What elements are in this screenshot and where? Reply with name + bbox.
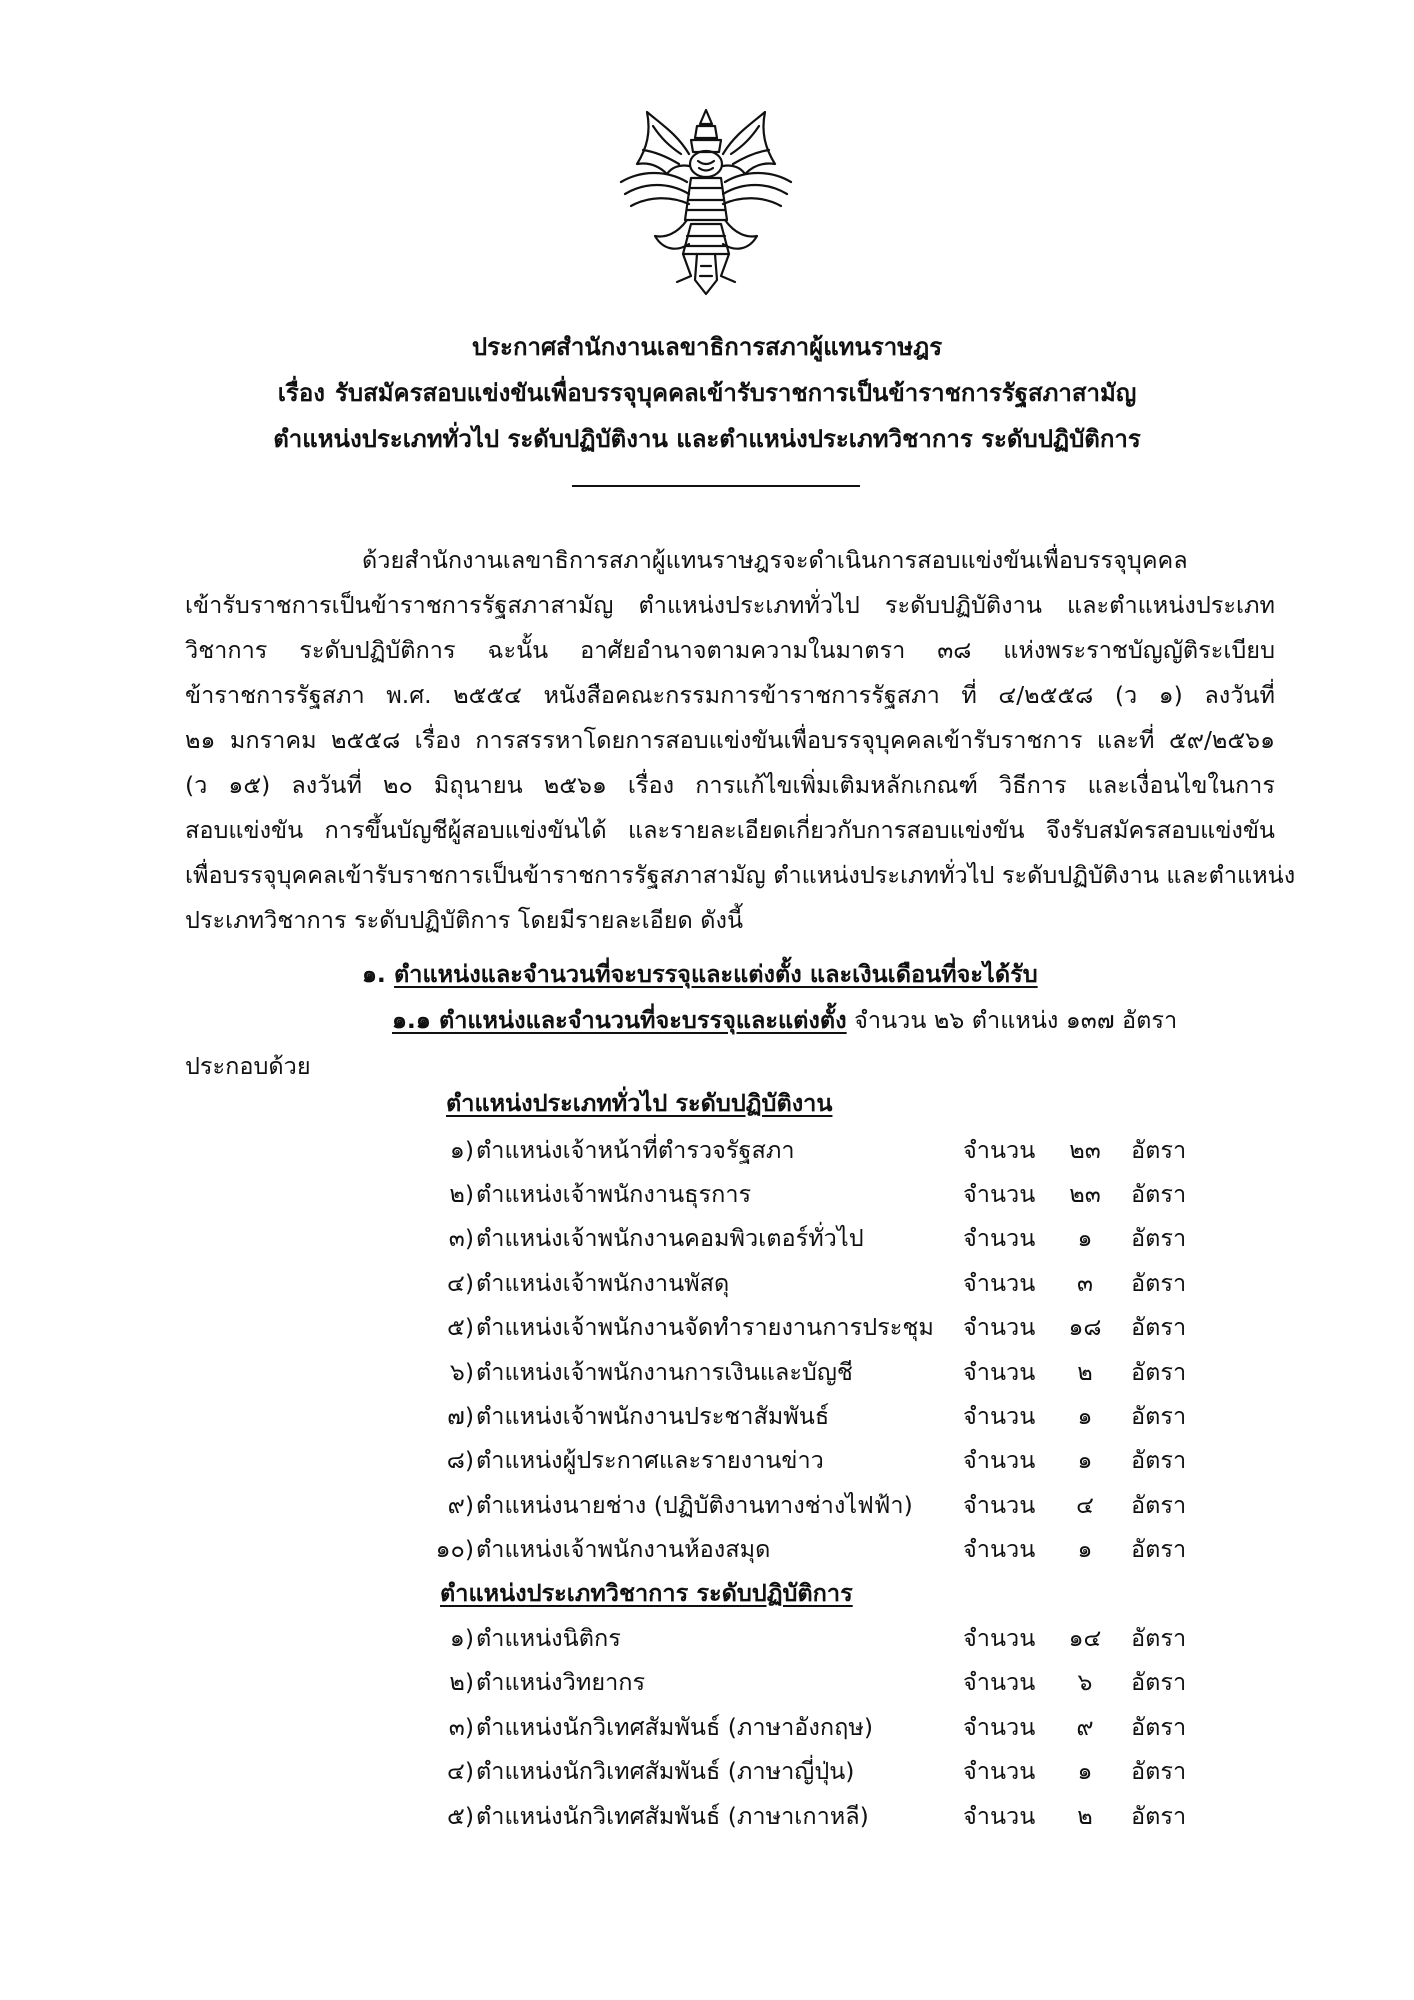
- announcement-subject: [0, 373, 1414, 413]
- position-count: ๑: [1077, 1224, 1093, 1252]
- count-unit: อัตรา: [1131, 1224, 1187, 1252]
- count-unit: อัตรา: [1131, 1713, 1187, 1741]
- header-divider: [572, 485, 860, 487]
- intro-line: เข้ารับราชการเป็นข้าราชการรัฐสภาสามัญ ตำแหน่งประเภททั่วไป ระดับปฏิบัติงาน และตำแหน่งประเภท: [185, 591, 1275, 619]
- announcement-title: ประกาศสำนักงานเลขาธิการสภาผู้แทนราษฎร: [471, 333, 943, 361]
- section-1-title: ตำแหน่งและจำนวนที่จะบรรจุและแต่งตั้ง และเงินเดือนที่จะได้รับ: [394, 960, 1038, 988]
- position-name: ตำแหน่งนักวิเทศสัมพันธ์ (ภาษาญี่ปุ่น): [476, 1757, 855, 1785]
- count-label: จำนวน: [963, 1402, 1036, 1430]
- position-count: ๑๘: [1068, 1313, 1102, 1341]
- position-name: ตำแหน่งนักวิเทศสัมพันธ์ (ภาษาอังกฤษ): [476, 1713, 874, 1741]
- row-number: ๕): [447, 1313, 474, 1341]
- row-number: ๔): [447, 1269, 474, 1297]
- subject-label: เรื่อง: [277, 379, 325, 407]
- position-name: ตำแหน่งนิติกร: [476, 1624, 621, 1652]
- section-1-heading: [362, 954, 1038, 994]
- count-label: จำนวน: [963, 1668, 1036, 1696]
- count-unit: อัตรา: [1131, 1136, 1187, 1164]
- section-1-number: ๑.: [362, 960, 386, 988]
- row-number: ๗): [447, 1402, 474, 1430]
- intro-line: วิชาการ ระดับปฏิบัติการ ฉะนั้น อาศัยอำนาจตามความในมาตรา ๓๘ แห่งพระราชบัญญัติระเบียบ: [185, 636, 1275, 664]
- position-count: ๒๓: [1069, 1136, 1101, 1164]
- position-count: ๑๔: [1068, 1624, 1102, 1652]
- position-name: ตำแหน่งเจ้าพนักงานการเงินและบัญชี: [476, 1358, 853, 1386]
- count-unit: อัตรา: [1131, 1446, 1187, 1474]
- position-row: [0, 1794, 1414, 1838]
- count-unit: อัตรา: [1131, 1491, 1187, 1519]
- position-row: [0, 1216, 1414, 1260]
- position-row: [0, 1705, 1414, 1749]
- position-count: ๒: [1077, 1358, 1093, 1386]
- intro-line: (ว ๑๕) ลงวันที่ ๒๐ มิถุนายน ๒๕๖๑ เรื่อง การแก้ไขเพิ่มเติมหลักเกณฑ์ วิธีการ และเงื่อนไขในการ: [185, 771, 1275, 799]
- position-name: ตำแหน่งเจ้าพนักงานพัสดุ: [476, 1269, 730, 1297]
- row-number: ๙): [447, 1491, 474, 1519]
- position-name: ตำแหน่งนักวิเทศสัมพันธ์ (ภาษาเกาหลี): [476, 1802, 869, 1830]
- position-count: ๑: [1077, 1402, 1093, 1430]
- section-1-1-continuation: ประกอบด้วย: [185, 1052, 311, 1080]
- position-name: ตำแหน่งเจ้าพนักงานจัดทำรายงานการประชุม: [476, 1313, 934, 1341]
- intro-line: ด้วยสำนักงานเลขาธิการสภาผู้แทนราษฎรจะดำเนินการสอบแข่งขันเพื่อบรรจุบุคคล: [362, 546, 1188, 574]
- position-count: ๑: [1077, 1757, 1093, 1785]
- position-count: ๒๓: [1069, 1180, 1101, 1208]
- row-number: ๒): [449, 1668, 474, 1696]
- count-label: จำนวน: [963, 1136, 1036, 1164]
- count-label: จำนวน: [963, 1358, 1036, 1386]
- count-unit: อัตรา: [1131, 1668, 1187, 1696]
- count-unit: อัตรา: [1131, 1358, 1187, 1386]
- position-row: [0, 1527, 1414, 1571]
- row-number: ๑): [449, 1624, 474, 1652]
- academic-group-title: ตำแหน่งประเภทวิชาการ ระดับปฏิบัติการ: [440, 1579, 853, 1607]
- section-1-1-count: จำนวน ๒๖ ตำแหน่ง ๑๓๗ อัตรา: [854, 1006, 1178, 1034]
- position-count: ๓: [1076, 1269, 1094, 1297]
- position-name: ตำแหน่งผู้ประกาศและรายงานข่าว: [476, 1446, 824, 1474]
- position-name: ตำแหน่งวิทยากร: [476, 1668, 646, 1696]
- count-label: จำนวน: [963, 1446, 1036, 1474]
- position-row: [0, 1438, 1414, 1482]
- intro-line: ๒๑ มกราคม ๒๕๕๘ เรื่อง การสรรหาโดยการสอบแข่งขันเพื่อบรรจุบุคคลเข้ารับราชการ และที่ ๕๙/๒๕๖๑: [185, 726, 1275, 754]
- position-name: ตำแหน่งเจ้าพนักงานคอมพิวเตอร์ทั่วไป: [476, 1224, 864, 1252]
- garuda-emblem-icon: [617, 104, 795, 300]
- position-row: [0, 1261, 1414, 1305]
- count-unit: อัตรา: [1131, 1802, 1187, 1830]
- position-count: ๒: [1077, 1802, 1093, 1830]
- count-unit: อัตรา: [1131, 1535, 1187, 1563]
- position-row: [0, 1749, 1414, 1793]
- position-row: [0, 1172, 1414, 1216]
- count-label: จำนวน: [963, 1802, 1036, 1830]
- section-1-1-title: ๑.๑ ตำแหน่งและจำนวนที่จะบรรจุและแต่งตั้ง: [392, 1006, 847, 1034]
- section-1-1-heading: [392, 1000, 1177, 1040]
- intro-line: ประเภทวิชาการ ระดับปฏิบัติการ โดยมีรายละเอียด ดังนี้: [185, 906, 744, 934]
- count-label: จำนวน: [963, 1535, 1036, 1563]
- count-label: จำนวน: [963, 1491, 1036, 1519]
- count-label: จำนวน: [963, 1757, 1036, 1785]
- position-count: ๑: [1077, 1535, 1093, 1563]
- row-number: ๒): [449, 1180, 474, 1208]
- position-row: [0, 1483, 1414, 1527]
- count-label: จำนวน: [963, 1713, 1036, 1741]
- position-count: ๖: [1077, 1668, 1093, 1696]
- count-label: จำนวน: [963, 1224, 1036, 1252]
- position-row: [0, 1305, 1414, 1349]
- announcement-positions-line: ตำแหน่งประเภททั่วไป ระดับปฏิบัติงาน และตำแหน่งประเภทวิชาการ ระดับปฏิบัติการ: [273, 425, 1141, 453]
- count-label: จำนวน: [963, 1313, 1036, 1341]
- position-count: ๑: [1077, 1446, 1093, 1474]
- position-row: [0, 1128, 1414, 1172]
- row-number: ๑): [449, 1136, 474, 1164]
- row-number: ๓): [448, 1713, 474, 1741]
- subject-text: รับสมัครสอบแข่งขันเพื่อบรรจุบุคคลเข้ารับราชการเป็นข้าราชการรัฐสภาสามัญ: [334, 379, 1137, 407]
- position-row: [0, 1350, 1414, 1394]
- row-number: ๓): [448, 1224, 474, 1252]
- intro-line: สอบแข่งขัน การขึ้นบัญชีผู้สอบแข่งขันได้ และรายละเอียดเกี่ยวกับการสอบแข่งขัน จึงรับสมัครสอบแข่งขัน: [185, 816, 1275, 844]
- row-number: ๖): [449, 1358, 474, 1386]
- intro-paragraph: [185, 538, 1296, 943]
- position-name: ตำแหน่งเจ้าพนักงานธุรการ: [476, 1180, 752, 1208]
- position-row: [0, 1394, 1414, 1438]
- count-unit: อัตรา: [1131, 1180, 1187, 1208]
- intro-line: เพื่อบรรจุบุคคลเข้ารับราชการเป็นข้าราชการรัฐสภาสามัญ ตำแหน่งประเภททั่วไป ระดับปฏิบัติงาน และตำแหน่ง: [185, 861, 1296, 889]
- count-label: จำนวน: [963, 1269, 1036, 1297]
- count-unit: อัตรา: [1131, 1757, 1187, 1785]
- row-number: ๘): [446, 1446, 474, 1474]
- count-label: จำนวน: [963, 1180, 1036, 1208]
- row-number: ๔): [447, 1757, 474, 1785]
- position-name: ตำแหน่งเจ้าพนักงานประชาสัมพันธ์: [476, 1402, 830, 1430]
- count-unit: อัตรา: [1131, 1402, 1187, 1430]
- position-name: ตำแหน่งนายช่าง (ปฏิบัติงานทางช่างไฟฟ้า): [476, 1491, 913, 1519]
- count-unit: อัตรา: [1131, 1624, 1187, 1652]
- position-row: [0, 1660, 1414, 1704]
- intro-line: ข้าราชการรัฐสภา พ.ศ. ๒๕๕๔ หนังสือคณะกรรมการข้าราชการรัฐสภา ที่ ๔/๒๕๕๘ (ว ๑) ลงวันที่: [185, 681, 1275, 709]
- position-count: ๔: [1076, 1491, 1094, 1519]
- position-count: ๙: [1076, 1713, 1094, 1741]
- count-unit: อัตรา: [1131, 1269, 1187, 1297]
- general-group-title: ตำแหน่งประเภททั่วไป ระดับปฏิบัติงาน: [446, 1089, 833, 1117]
- position-row: [0, 1616, 1414, 1660]
- row-number: ๕): [447, 1802, 474, 1830]
- position-name: ตำแหน่งเจ้าพนักงานห้องสมุด: [476, 1535, 771, 1563]
- row-number: ๑๐): [435, 1535, 474, 1563]
- count-unit: อัตรา: [1131, 1313, 1187, 1341]
- position-name: ตำแหน่งเจ้าหน้าที่ตำรวจรัฐสภา: [476, 1136, 795, 1164]
- count-label: จำนวน: [963, 1624, 1036, 1652]
